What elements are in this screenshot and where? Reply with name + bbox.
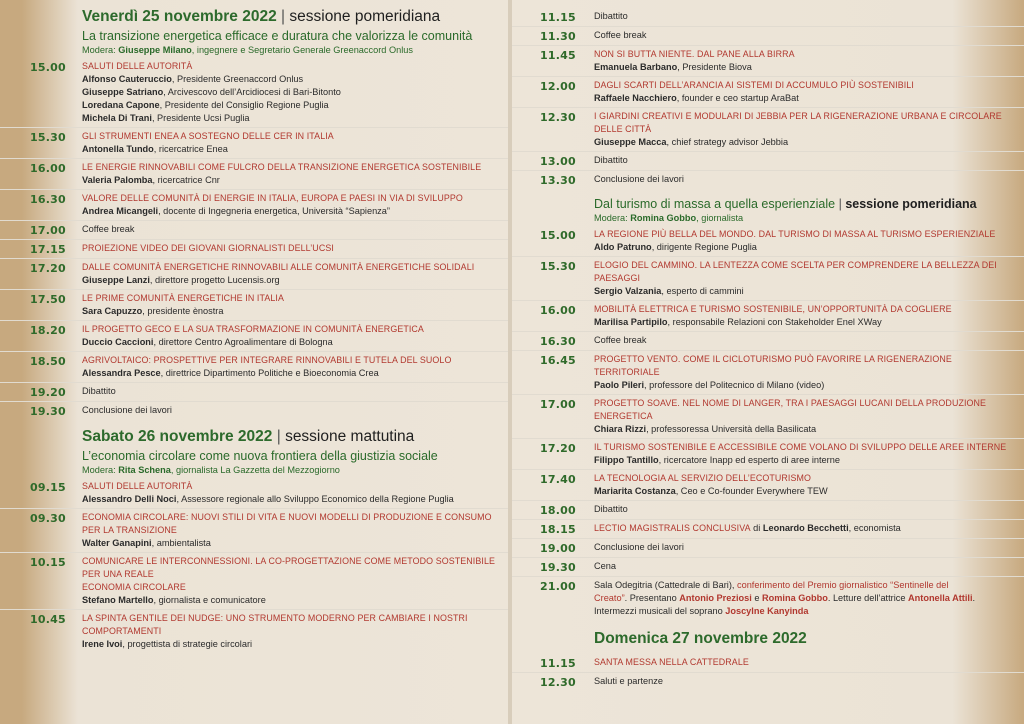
speaker: Walter Ganapini, ambientalista: [82, 538, 211, 548]
slot-title: AGRIVOLTAICO: PROSPETTIVE PER INTEGRARE RINNOVABILI E TUTELA DEL SUOLO: [82, 355, 452, 365]
slot-time: 10.45: [30, 613, 66, 626]
schedule-slot: [512, 394, 1024, 438]
schedule-slot: [0, 382, 512, 401]
session-type: sessione pomeridiana: [289, 8, 441, 25]
schedule-slot: [0, 127, 512, 158]
day-title-sunday: Domenica 27 novembre 2022: [594, 630, 807, 647]
schedule-list-saturday-late-morning: [512, 0, 1024, 189]
speaker: Mariarita Costanza, Ceo e Co-founder Everywhere TEW: [594, 486, 828, 496]
slot-title: NON SI BUTTA NIENTE. DAL PANE ALLA BIRRA: [594, 49, 795, 59]
schedule-slot: [0, 320, 512, 351]
day-title: Sabato 26 novembre 2022: [82, 428, 273, 445]
slot-title: PROIEZIONE VIDEO DEI GIOVANI GIORNALISTI DELL’UCSI: [82, 243, 334, 253]
slot-time: 15.30: [30, 131, 66, 144]
slot-time: 19.30: [540, 561, 576, 574]
slot-text: Cena: [594, 561, 616, 571]
slot-time: 15.30: [540, 260, 576, 273]
slot-time: 12.00: [540, 80, 576, 93]
slot-time: 19.20: [30, 386, 66, 399]
slot-time: 11.15: [540, 11, 576, 24]
slot-time: 12.30: [540, 676, 576, 689]
slot-time: 11.15: [540, 657, 576, 670]
right-column: [512, 0, 1024, 691]
schedule-list-saturday-afternoon: [512, 226, 1024, 620]
speaker: Stefano Martello, giornalista e comunicatore: [82, 595, 266, 605]
speaker: Aldo Patruno, dirigente Regione Puglia: [594, 242, 757, 252]
slot-title: COMUNICARE LE INTERCONNESSIONI. LA CO-PROGETTAZIONE COME METODO SOSTENIBILE PER UNA REALE: [82, 556, 496, 579]
session-subtitle: Dal turismo di massa a quella esperienziale: [594, 197, 836, 211]
speaker: Irene Ivoi, progettista di strategie circolari: [82, 639, 253, 649]
slot-time: 17.20: [30, 262, 66, 275]
schedule-slot: [512, 76, 1024, 107]
slot-time: 17.20: [540, 442, 576, 455]
slot-time: 15.00: [540, 229, 576, 242]
session-header-saturday-afternoon: Dal turismo di massa a quella esperienziale | sessione pomeridiana Modera: Romina Gobbo, giornalista: [594, 189, 1024, 226]
slot-time: 19.30: [30, 405, 66, 418]
slot-title: ELOGIO DEL CAMMINO. LA LENTEZZA COME SCELTA PER COMPRENDERE LA BELLEZZA DEI PAESAGGI: [594, 260, 997, 283]
slot-title: PROGETTO VENTO. COME IL CICLOTURISMO PUÒ FAVORIRE LA RIGENERAZIONE TERRITORIALE: [594, 354, 952, 377]
slot-title: LA SPINTA GENTILE DEI NUDGE: UNO STRUMENTO MODERNO PER CAMBIARE I NOSTRI COMPORTAMENTI: [82, 613, 468, 636]
slot-time: 16.30: [30, 193, 66, 206]
slot-time: 12.30: [540, 111, 576, 124]
slot-text: Dibattito: [82, 386, 116, 396]
slot-time: 17.00: [540, 398, 576, 411]
schedule-slot: [512, 538, 1024, 557]
schedule-slot: [0, 478, 512, 508]
speaker: Giuseppe Macca, chief strategy advisor Jebbia: [594, 137, 789, 147]
speaker: Raffaele Nacchiero, founder e ceo startup AraBat: [594, 93, 799, 103]
schedule-slot: [512, 45, 1024, 76]
schedule-slot: [0, 220, 512, 239]
schedule-slot: [512, 170, 1024, 189]
slot-title: MOBILITÀ ELETTRICA E TURISMO SOSTENIBILE, UN’OPPORTUNITÀ DA COGLIERE: [594, 304, 952, 314]
schedule-slot: [512, 331, 1024, 350]
slot-time: 17.15: [30, 243, 66, 256]
slot-time: 11.30: [540, 30, 576, 43]
slot-title: LA REGIONE PIÙ BELLA DEL MONDO. DAL TURISMO DI MASSA AL TURISMO ESPERIENZIALE: [594, 229, 996, 239]
schedule-slot: [0, 401, 512, 420]
moderator: Modera: Rita Schena, giornalista La Gazzetta del Mezzogiorno: [82, 465, 340, 475]
slot-time: 16.00: [30, 162, 66, 175]
slot-time: 11.45: [540, 49, 576, 62]
speaker: Michela Di Trani, Presidente Ucsi Puglia: [82, 113, 250, 123]
slot-text: Saluti e partenze: [594, 676, 663, 686]
slot-title: IL PROGETTO GECO E LA SUA TRASFORMAZIONE IN COMUNITÀ ENERGETICA: [82, 324, 424, 334]
slot-time: 18.00: [540, 504, 576, 517]
slot-text: Dibattito: [594, 155, 628, 165]
slot-text: Dibattito: [594, 11, 628, 21]
slot-time: 09.30: [30, 512, 66, 525]
slot-time: 16.45: [540, 354, 576, 367]
session-type: sessione pomeridiana: [845, 197, 977, 211]
slot-title: LE ENERGIE RINNOVABILI COME FULCRO DELLA TRANSIZIONE ENERGETICA SOSTENIBILE: [82, 162, 482, 172]
slot-text: Conclusione dei lavori: [594, 542, 684, 552]
schedule-slot: [0, 58, 512, 127]
lectio-line: LECTIO MAGISTRALIS CONCLUSIVA di Leonardo Becchetti, economista: [594, 523, 901, 533]
speaker: Andrea Micangeli, docente di Ingegneria energetica, Università “Sapienza”: [82, 206, 390, 216]
speaker: Emanuela Barbano, Presidente Biova: [594, 62, 752, 72]
speaker: Giuseppe Lanzi, direttore progetto Lucensis.org: [82, 275, 280, 285]
schedule-slot: [512, 350, 1024, 394]
schedule-slot: [512, 438, 1024, 469]
slot-time: 19.00: [540, 542, 576, 555]
schedule-slot: [0, 158, 512, 189]
schedule-slot: [0, 289, 512, 320]
slot-title: LA TECNOLOGIA AL SERVIZIO DELL’ECOTURISMO: [594, 473, 811, 483]
slot-title: IL TURISMO SOSTENIBILE E ACCESSIBILE COME VOLANO DI SVILUPPO DELLE AREE INTERNE: [594, 442, 1007, 452]
slot-time: 10.15: [30, 556, 66, 569]
slot-text: Dibattito: [594, 504, 628, 514]
schedule-slot: [0, 189, 512, 220]
speaker: Giuseppe Satriano, Arcivescovo dell’Arcidiocesi di Bari-Bitonto: [82, 87, 341, 97]
slot-title: SANTA MESSA NELLA CATTEDRALE: [594, 657, 749, 667]
schedule-list-sunday: [512, 654, 1024, 691]
schedule-slot: [0, 609, 512, 653]
schedule-slot: [512, 469, 1024, 500]
schedule-slot: [512, 576, 1024, 620]
slot-text: Coffee break: [594, 335, 647, 345]
slot-time: 16.30: [540, 335, 576, 348]
slot-text: Coffee break: [594, 30, 647, 40]
schedule-slot: [512, 519, 1024, 538]
speaker: Sara Capuzzo, presidente ènostra: [82, 306, 224, 316]
slot-time: 17.40: [540, 473, 576, 486]
slot-text: Conclusione dei lavori: [82, 405, 172, 415]
slot-title: GLI STRUMENTI ENEA A SOSTEGNO DELLE CER IN ITALIA: [82, 131, 334, 141]
slot-time: 17.00: [30, 224, 66, 237]
speaker: Alessandra Pesce, direttrice Dipartimento Politiche e Bioeconomia Crea: [82, 368, 379, 378]
left-column: [0, 0, 512, 653]
slot-title: SALUTI DELLE AUTORITÀ: [82, 481, 193, 491]
slot-title: DAGLI SCARTI DELL’ARANCIA AI SISTEMI DI ACCUMULO PIÙ SOSTENIBILI: [594, 80, 914, 90]
slot-time: 15.00: [30, 61, 66, 74]
right-page: [512, 0, 1024, 724]
schedule-slot: [0, 351, 512, 382]
schedule-slot: [0, 258, 512, 289]
slot-time: 16.00: [540, 304, 576, 317]
moderator: Modera: Giuseppe Milano, ingegnere e Segretario Generale Greenaccord Onlus: [82, 45, 413, 55]
schedule-slot: [512, 300, 1024, 331]
slot-time: 18.15: [540, 523, 576, 536]
schedule-slot: [512, 672, 1024, 691]
session-header-friday: Venerdì 25 novembre 2022 | sessione pomeridiana La transizione energetica efficace e duratura che valorizza le comunità Modera: Giuseppe Milano, ingegnere e Segretario Generale Greenaccord Onlus: [82, 0, 512, 58]
schedule-slot: [512, 557, 1024, 576]
slot-text: Coffee break: [82, 224, 135, 234]
slot-title-cont: ECONOMIA CIRCOLARE: [82, 582, 186, 592]
slot-title: VALORE DELLE COMUNITÀ DI ENERGIE IN ITALIA, EUROPA E PAESI IN VIA DI SVILUPPO: [82, 193, 463, 203]
speaker: Loredana Capone, Presidente del Consiglio Regione Puglia: [82, 100, 329, 110]
speaker: Filippo Tantillo, ricercatore Inapp ed esperto di aree interne: [594, 455, 840, 465]
speaker: Marilisa Partipilo, responsabile Relazioni con Stakeholder Enel XWay: [594, 317, 882, 327]
speaker: Alessandro Delli Noci, Assessore regionale allo Sviluppo Economico della Regione Puglia: [82, 494, 454, 504]
speaker: Antonella Tundo, ricercatrice Enea: [82, 144, 228, 154]
session-type: sessione mattutina: [285, 428, 415, 445]
day-title: Venerdì 25 novembre 2022: [82, 8, 277, 25]
slot-time: 13.00: [540, 155, 576, 168]
schedule-slot: [512, 8, 1024, 26]
speaker: Valeria Palomba, ricercatrice Cnr: [82, 175, 220, 185]
slot-text: Conclusione dei lavori: [594, 174, 684, 184]
schedule-list-saturday-morning: [0, 478, 512, 653]
slot-title: I GIARDINI CREATIVI E MODULARI DI JEBBIA PER LA RIGENERAZIONE URBANA E CIRCOLARE DELLE CITTÀ: [594, 111, 1002, 134]
award-text: Sala Odegitria (Cattedrale di Bari), conferimento del Premio giornalistico “Sentinelle del Creato”. Presentano Antonio Preziosi e Romina Gobbo. Letture dell’attrice Antonella Attili. Intermezzi musicali del soprano Joscylne Kanyinda: [594, 580, 976, 616]
slot-time: 18.20: [30, 324, 66, 337]
session-header-saturday: Sabato 26 novembre 2022 | sessione mattutina L’economia circolare come nuova frontiera della giustizia sociale Modera: Rita Schena, giornalista La Gazzetta del Mezzogiorno: [82, 420, 512, 478]
slot-time: 17.50: [30, 293, 66, 306]
slot-title: PROGETTO SOAVE. NEL NOME DI LANGER, TRA I PAESAGGI LUCANI DELLA PRODUZIONE ENERGETICA: [594, 398, 987, 421]
schedule-slot: [512, 226, 1024, 256]
schedule-slot: [0, 552, 512, 609]
speaker: Paolo Pileri, professore del Politecnico di Milano (video): [594, 380, 825, 390]
slot-time: 13.30: [540, 174, 576, 187]
slot-time: 18.50: [30, 355, 66, 368]
schedule-slot: [512, 500, 1024, 519]
slot-title: ECONOMIA CIRCOLARE: NUOVI STILI DI VITA E NUOVI MODELLI DI PRODUZIONE E CONSUMO PER LA TRANSIZIONE: [82, 512, 492, 535]
schedule-slot: [512, 107, 1024, 151]
slot-title: LE PRIME COMUNITÀ ENERGETICHE IN ITALIA: [82, 293, 284, 303]
moderator: Modera: Romina Gobbo, giornalista: [594, 213, 744, 223]
session-subtitle: L’economia circolare come nuova frontiera della giustizia sociale: [82, 449, 438, 463]
schedule-slot: [512, 256, 1024, 300]
speaker: Duccio Caccioni, direttore Centro Agroalimentare di Bologna: [82, 337, 333, 347]
schedule-slot: [512, 654, 1024, 672]
speaker: Alfonso Cauteruccio, Presidente Greenaccord Onlus: [82, 74, 304, 84]
slot-title: DALLE COMUNITÀ ENERGETICHE RINNOVABILI ALLE COMUNITÀ ENERGETICHE SOLIDALI: [82, 262, 475, 272]
slot-title: SALUTI DELLE AUTORITÀ: [82, 61, 193, 71]
speaker: Chiara Rizzi, professoressa Università della Basilicata: [594, 424, 817, 434]
session-subtitle: La transizione energetica efficace e duratura che valorizza le comunità: [82, 29, 473, 43]
schedule-slot: [0, 508, 512, 552]
schedule-slot: [512, 151, 1024, 170]
speaker: Sergio Valzania, esperto di cammini: [594, 286, 744, 296]
slot-time: 09.15: [30, 481, 66, 494]
schedule-list-friday: [0, 58, 512, 420]
schedule-slot: [0, 239, 512, 258]
schedule-slot: [512, 26, 1024, 45]
slot-time: 21.00: [540, 580, 576, 593]
